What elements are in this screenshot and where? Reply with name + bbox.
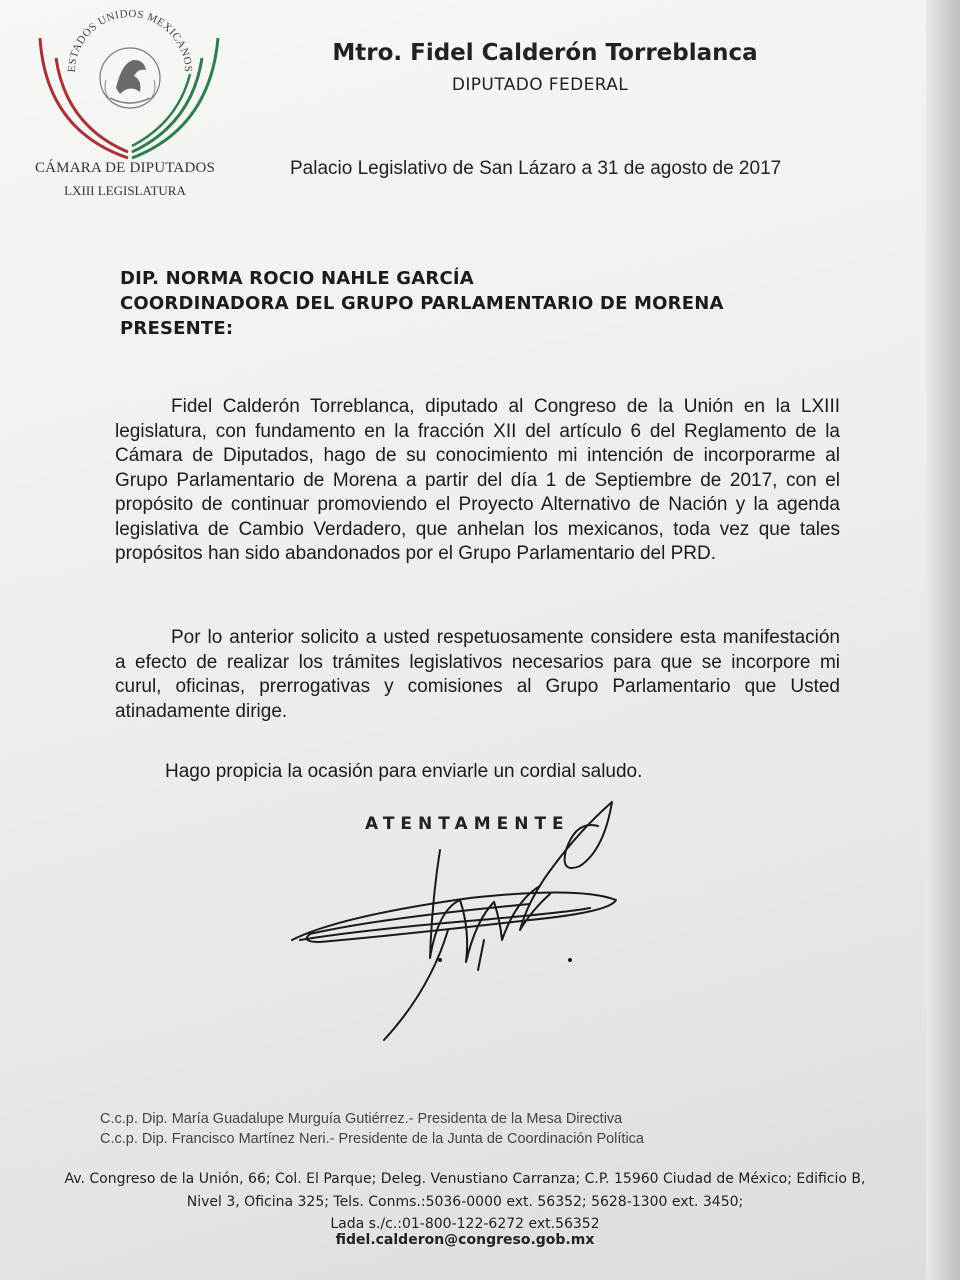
recipient-role: COORDINADORA DEL GRUPO PARLAMENTARIO DE MORENA xyxy=(120,293,724,314)
closing-atentamente: ATENTAMENTE xyxy=(365,814,570,834)
legislature-label: LXIII LEGISLATURA xyxy=(64,183,186,198)
body-paragraph-2: Por lo anterior solicito a usted respetuosamente considere esta manifestación a efecto de realizar los trámites legislativos necesarios para que se incorpore mi curul, oficinas, prerrogativas y comisiones al Grupo Parlamentario que Usted atinadamente dirige. xyxy=(115,627,840,722)
footer-address xyxy=(40,1168,890,1236)
body-paragraph-1: Fidel Calderón Torreblanca, diputado al Congreso de la Unión en la LXIII legislatura, con fundamento en la fracción XII del artículo 6 del Reglamento de la Cámara de Diputados, hago de su conocimiento mi intención de incorporarme al Grupo Parlamentario de Morena a partir del día 1 de Septiembre de 2017, con el propósito de continuar promoviendo el Proyecto Alternativo de Nación y la agenda legislativa de Cambio Verdadero, que anhelan los mexicanos, toda vez que tales propósitos han sido abandonados por el Grupo Parlamentario del PRD. xyxy=(115,396,840,564)
address-line-3: Lada s./c.:01-800-122-6272 ext.56352 xyxy=(330,1216,600,1232)
ccp-line-2: C.c.p. Dip. Francisco Martínez Neri.- Presidente de la Junta de Coordinación Política xyxy=(100,1131,644,1147)
sender-name: Mtro. Fidel Calderón Torreblanca xyxy=(332,40,758,66)
recipient-block xyxy=(120,266,840,341)
sender-title: DIPUTADO FEDERAL xyxy=(451,75,629,95)
body-paragraph-3: Hago propicia la ocasión para enviarle un cordial saludo. xyxy=(165,761,643,782)
paper-edge-shadow xyxy=(926,0,960,1280)
address-line-2: Nivel 3, Oficina 325; Tels. Conms.:5036-0000 ext. 56352; 5628-1300 ext. 3450; xyxy=(186,1193,744,1210)
chamber-name: CÁMARA DE DIPUTADOS xyxy=(34,160,216,176)
handwritten-signature xyxy=(280,790,620,1050)
footer-email: fidel.calderon@congreso.gob.mx xyxy=(335,1232,595,1248)
recipient-name: DIP. NORMA ROCIO NAHLE GARCÍA xyxy=(120,268,474,289)
recipient-salutation: PRESENTE: xyxy=(120,318,234,339)
ccp-line-1: C.c.p. Dip. María Guadalupe Murguía Gutiérrez.- Presidenta de la Mesa Directiva xyxy=(100,1111,623,1127)
chamber-emblem xyxy=(30,10,230,210)
address-line-1: Av. Congreso de la Unión, 66; Col. El Parque; Deleg. Venustiano Carranza; C.P. 15960 Ciudad de México; Edificio B, xyxy=(64,1171,866,1187)
place-date: Palacio Legislativo de San Lázaro a 31 de agosto de 2017 xyxy=(290,158,782,179)
emblem-arc-text: ESTADOS UNIDOS MEXICANOS xyxy=(65,10,195,73)
